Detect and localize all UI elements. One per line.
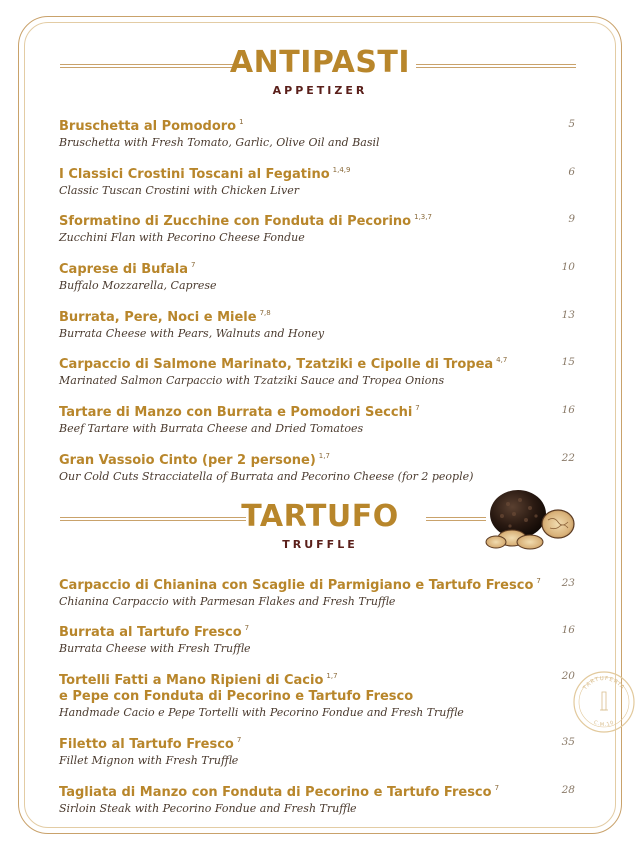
menu-item xyxy=(59,305,579,341)
item-name: Sformatino di Zucchine con Fonduta di Pecorino xyxy=(59,214,412,229)
item-price: 20 xyxy=(561,670,575,682)
item-price: 13 xyxy=(561,309,575,321)
item-name-line-2: e Pepe con Fonduta di Pecorino e Tartufo Fresco xyxy=(59,689,414,704)
allergen-codes: 7,8 xyxy=(259,309,271,317)
item-description: Burrata Cheese with Fresh Truffle xyxy=(59,642,251,655)
svg-text:C.M.10 xyxy=(593,719,616,728)
menu-item xyxy=(59,780,579,816)
item-name: Tortelli Fatti a Mano Ripieni di Cacio xyxy=(59,673,324,688)
item-name: I Classici Crostini Toscani al Fegatino xyxy=(59,167,330,182)
menu-item xyxy=(59,620,579,656)
allergen-codes: 7 xyxy=(536,577,541,585)
allergen-codes: 1,7 xyxy=(318,452,330,460)
item-price: 35 xyxy=(561,736,575,748)
item-description: Buffalo Mozzarella, Caprese xyxy=(59,279,217,292)
item-name: Gran Vassoio Cinto (per 2 persone) xyxy=(59,453,316,468)
menu-item xyxy=(59,114,579,150)
item-name: Carpaccio di Salmone Marinato, Tzatziki e Cipolle di Tropea xyxy=(59,357,494,372)
item-price: 28 xyxy=(561,784,575,796)
item-price: 15 xyxy=(561,356,575,368)
menu-item xyxy=(59,162,579,198)
item-name: Burrata al Tartufo Fresco xyxy=(59,625,242,640)
menu-item xyxy=(59,257,579,293)
allergen-codes: 4,7 xyxy=(496,356,508,364)
item-name: Tagliata di Manzo con Fonduta di Pecorino e Tartufo Fresco xyxy=(59,785,492,800)
item-description: Bruschetta with Fresh Tomato, Garlic, Olive Oil and Basil xyxy=(59,136,380,149)
item-description: Classic Tuscan Crostini with Chicken Liver xyxy=(59,184,299,197)
item-price: 22 xyxy=(561,452,575,464)
item-name: Carpaccio di Chianina con Scaglie di Parmigiano e Tartufo Fresco xyxy=(59,578,534,593)
section-subtitle: TRUFFLE xyxy=(282,538,358,551)
stamp-bottom-text: C.M.10 xyxy=(592,719,616,729)
item-description: Handmade Cacio e Pepe Tortelli with Pecorino Fondue and Fresh Truffle xyxy=(59,706,464,719)
allergen-codes: 7 xyxy=(494,784,500,792)
item-description: Chianina Carpaccio with Parmesan Flakes and Fresh Truffle xyxy=(59,595,396,608)
item-name: Caprese di Bufala xyxy=(59,262,189,277)
item-price: 9 xyxy=(568,213,575,225)
item-description: Beef Tartare with Burrata Cheese and Dried Tomatoes xyxy=(59,422,364,435)
item-price: 16 xyxy=(561,404,575,416)
item-price: 5 xyxy=(568,118,575,130)
section-title: ANTIPASTI xyxy=(229,45,411,80)
allergen-codes: 1,7 xyxy=(326,672,338,680)
allergen-codes: 7 xyxy=(415,404,420,412)
item-name: Burrata, Pere, Noci e Miele xyxy=(59,310,257,325)
tartuferia-stamp-icon xyxy=(572,670,636,734)
item-description: Burrata Cheese with Pears, Walnuts and Honey xyxy=(59,327,325,340)
allergen-codes: 7 xyxy=(236,736,242,744)
menu-item xyxy=(59,573,579,609)
item-price: 6 xyxy=(568,166,575,178)
menu-item xyxy=(59,209,579,245)
allergen-codes: 1,4,9 xyxy=(332,166,351,174)
item-name: Filetto al Tartufo Fresco xyxy=(59,737,234,752)
allergen-codes: 1,3,7 xyxy=(414,213,432,221)
menu-item xyxy=(59,448,579,484)
truffle-icon xyxy=(478,484,578,554)
allergen-codes: 1 xyxy=(239,118,244,126)
item-price: 23 xyxy=(561,577,575,589)
stamp-top-text: TARTUFERIA xyxy=(582,675,626,692)
menu-item xyxy=(59,732,579,768)
item-description: Marinated Salmon Carpaccio with Tzatziki Sauce and Tropea Onions xyxy=(59,374,445,387)
allergen-codes: 7 xyxy=(191,261,196,269)
section-subtitle: APPETIZER xyxy=(272,84,368,97)
antipasti-header xyxy=(0,45,640,97)
item-price: 10 xyxy=(561,261,575,273)
item-name: Tartare di Manzo con Burrata e Pomodori Secchi xyxy=(59,405,413,420)
item-description: Zucchini Flan with Pecorino Cheese Fondue xyxy=(59,231,305,244)
item-price: 16 xyxy=(561,624,575,636)
menu-item xyxy=(59,668,579,720)
item-name: Bruschetta al Pomodoro xyxy=(59,119,237,134)
section-title: TARTUFO xyxy=(241,499,399,534)
svg-text:TARTUFERIA xyxy=(582,676,626,692)
item-description: Fillet Mignon with Fresh Truffle xyxy=(59,754,239,767)
allergen-codes: 7 xyxy=(244,624,250,632)
item-description: Our Cold Cuts Stracciatella of Burrata and Pecorino Cheese (for 2 people) xyxy=(59,470,474,483)
item-description: Sirloin Steak with Pecorino Fondue and Fresh Truffle xyxy=(59,802,357,815)
menu-item xyxy=(59,400,579,436)
menu-item xyxy=(59,352,579,388)
